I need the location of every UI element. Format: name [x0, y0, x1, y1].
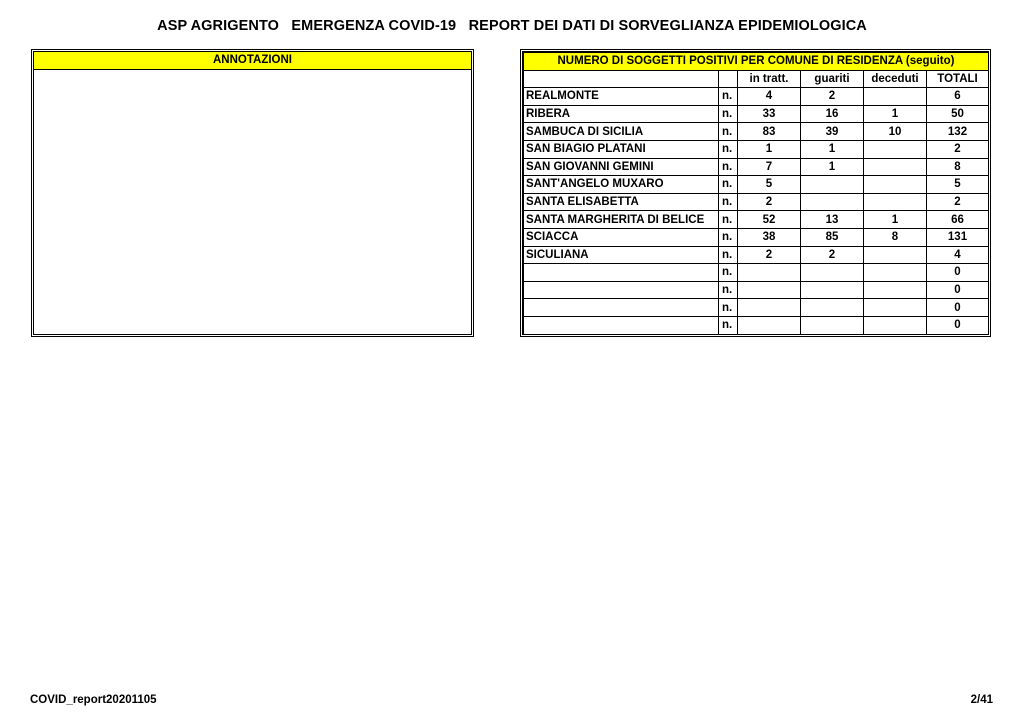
municipality-name	[524, 264, 719, 282]
cases-table-panel	[522, 51, 989, 335]
cell-guariti: 1	[801, 140, 864, 158]
cell-in-tratt	[738, 281, 801, 299]
unit-label: n.	[719, 211, 738, 229]
table-row	[524, 299, 989, 317]
municipality-name: SICULIANA	[524, 246, 719, 264]
cell-deceduti: 10	[864, 123, 927, 141]
table-row	[524, 176, 989, 194]
cell-in-tratt: 4	[738, 88, 801, 106]
municipality-name: SANTA ELISABETTA	[524, 193, 719, 211]
table-row	[524, 246, 989, 264]
cell-guariti	[801, 299, 864, 317]
cell-deceduti	[864, 88, 927, 106]
cell-in-tratt: 33	[738, 105, 801, 123]
cell-guariti	[801, 193, 864, 211]
table-row	[524, 88, 989, 106]
cell-deceduti	[864, 264, 927, 282]
report-title: ASP AGRIGENTO EMERGENZA COVID-19 REPORT DEI DATI DI SORVEGLIANZA EPIDEMIOLOGICA	[157, 18, 867, 34]
cell-totali: 2	[927, 140, 989, 158]
cell-in-tratt	[738, 316, 801, 334]
municipality-name: SAMBUCA DI SICILIA	[524, 123, 719, 141]
cell-totali: 5	[927, 176, 989, 194]
cell-deceduti: 8	[864, 228, 927, 246]
table-row	[524, 228, 989, 246]
cell-deceduti	[864, 246, 927, 264]
cell-guariti	[801, 316, 864, 334]
cell-totali: 0	[927, 281, 989, 299]
cases-table	[523, 52, 989, 335]
cell-in-tratt: 7	[738, 158, 801, 176]
municipality-name: SAN GIOVANNI GEMINI	[524, 158, 719, 176]
table-row	[524, 123, 989, 141]
table-row	[524, 211, 989, 229]
municipality-name: SANTA MARGHERITA DI BELICE	[524, 211, 719, 229]
cell-guariti	[801, 281, 864, 299]
cell-deceduti	[864, 140, 927, 158]
col-header-guariti: guariti	[801, 70, 864, 88]
cell-deceduti	[864, 176, 927, 194]
cell-deceduti	[864, 281, 927, 299]
cell-totali: 6	[927, 88, 989, 106]
unit-label: n.	[719, 88, 738, 106]
footer-page-number: 2/41	[970, 694, 993, 706]
municipality-name	[524, 316, 719, 334]
cell-guariti: 16	[801, 105, 864, 123]
unit-label: n.	[719, 264, 738, 282]
cell-totali: 4	[927, 246, 989, 264]
unit-label: n.	[719, 299, 738, 317]
cell-in-tratt	[738, 264, 801, 282]
cell-deceduti: 1	[864, 105, 927, 123]
footer-filename: COVID_report20201105	[30, 694, 157, 706]
cell-in-tratt: 83	[738, 123, 801, 141]
municipality-name: SANT'ANGELO MUXARO	[524, 176, 719, 194]
municipality-name: SAN BIAGIO PLATANI	[524, 140, 719, 158]
unit-label: n.	[719, 158, 738, 176]
cell-totali: 132	[927, 123, 989, 141]
header-blank-unit	[719, 70, 738, 88]
cell-deceduti	[864, 193, 927, 211]
cell-totali: 0	[927, 316, 989, 334]
unit-label: n.	[719, 140, 738, 158]
col-header-in-tratt: in tratt.	[738, 70, 801, 88]
unit-label: n.	[719, 105, 738, 123]
cell-guariti: 2	[801, 246, 864, 264]
table-row	[524, 264, 989, 282]
table-row	[524, 316, 989, 334]
cell-deceduti: 1	[864, 211, 927, 229]
cell-totali: 0	[927, 299, 989, 317]
cell-in-tratt: 38	[738, 228, 801, 246]
cell-in-tratt: 1	[738, 140, 801, 158]
cell-totali: 2	[927, 193, 989, 211]
cell-totali: 0	[927, 264, 989, 282]
unit-label: n.	[719, 228, 738, 246]
cell-deceduti	[864, 316, 927, 334]
municipality-name	[524, 299, 719, 317]
cell-totali: 8	[927, 158, 989, 176]
cell-in-tratt: 5	[738, 176, 801, 194]
table-row	[524, 281, 989, 299]
cell-guariti: 1	[801, 158, 864, 176]
municipality-name: RIBERA	[524, 105, 719, 123]
table-row	[524, 105, 989, 123]
unit-label: n.	[719, 123, 738, 141]
unit-label: n.	[719, 316, 738, 334]
unit-label: n.	[719, 176, 738, 194]
table-row	[524, 193, 989, 211]
cell-in-tratt: 2	[738, 193, 801, 211]
cell-in-tratt: 52	[738, 211, 801, 229]
unit-label: n.	[719, 246, 738, 264]
table-row	[524, 158, 989, 176]
cell-totali: 131	[927, 228, 989, 246]
cell-totali: 66	[927, 211, 989, 229]
municipality-name	[524, 281, 719, 299]
table-row	[524, 140, 989, 158]
cell-deceduti	[864, 299, 927, 317]
header-blank-name	[524, 70, 719, 88]
cell-guariti	[801, 176, 864, 194]
cell-deceduti	[864, 158, 927, 176]
col-header-deceduti: deceduti	[864, 70, 927, 88]
table-title-row	[524, 53, 989, 71]
column-header-row	[524, 70, 989, 88]
cell-in-tratt	[738, 299, 801, 317]
annotations-panel	[33, 51, 472, 335]
annotations-header: ANNOTAZIONI	[34, 52, 471, 70]
table-title: NUMERO DI SOGGETTI POSITIVI PER COMUNE DI RESIDENZA (seguito)	[524, 53, 989, 71]
cell-in-tratt: 2	[738, 246, 801, 264]
cell-guariti: 2	[801, 88, 864, 106]
unit-label: n.	[719, 193, 738, 211]
cell-totali: 50	[927, 105, 989, 123]
municipality-name: SCIACCA	[524, 228, 719, 246]
cell-guariti: 39	[801, 123, 864, 141]
cell-guariti: 13	[801, 211, 864, 229]
col-header-totali: TOTALI	[927, 70, 989, 88]
cell-guariti	[801, 264, 864, 282]
municipality-name: REALMONTE	[524, 88, 719, 106]
cell-guariti: 85	[801, 228, 864, 246]
unit-label: n.	[719, 281, 738, 299]
